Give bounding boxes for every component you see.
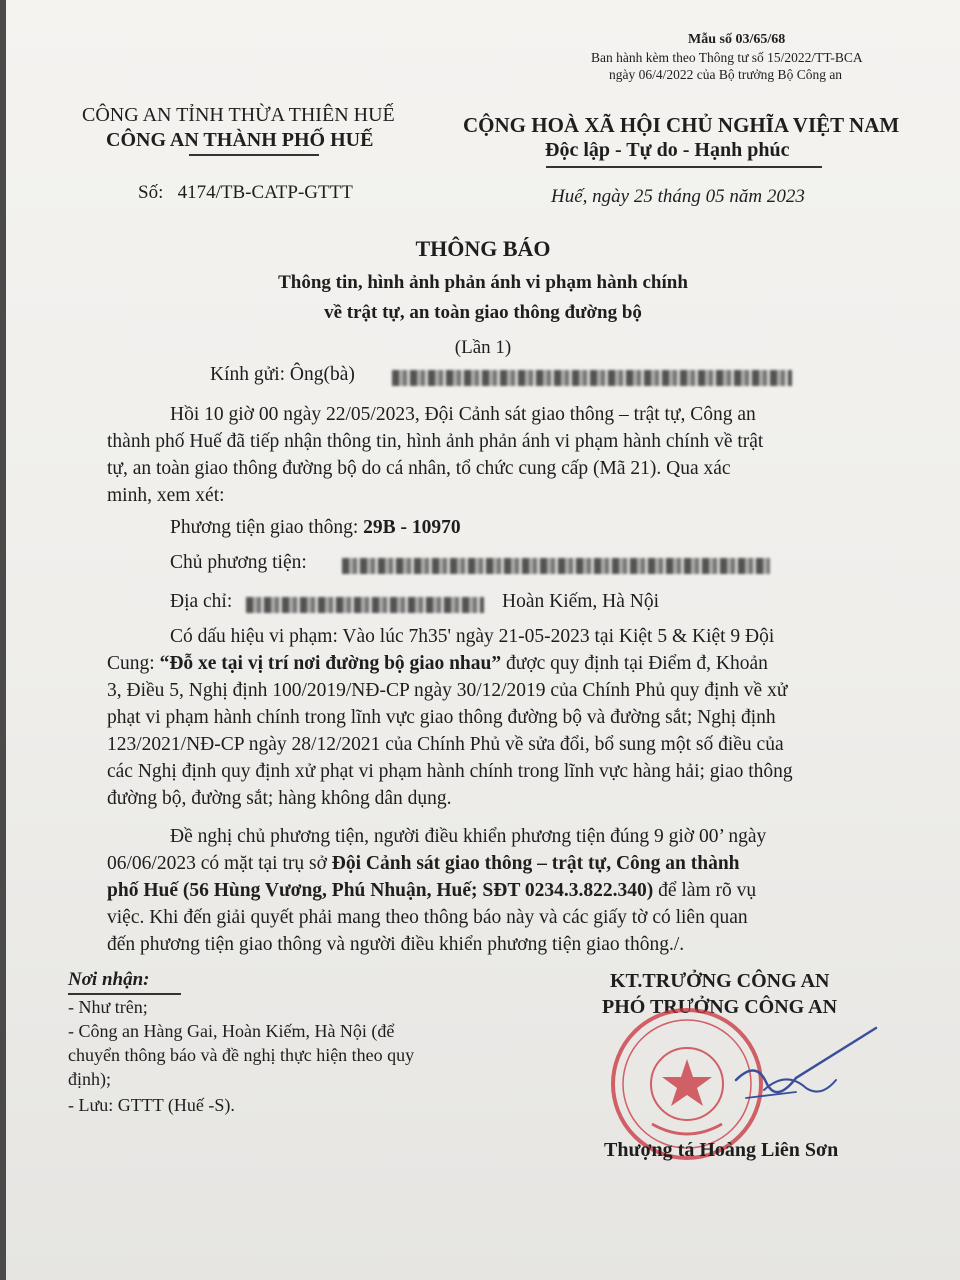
- national-motto: Độc lập - Tự do - Hạnh phúc: [545, 139, 790, 161]
- agency-parent: CÔNG AN TỈNH THỪA THIÊN HUẾ: [82, 104, 395, 126]
- address-visible: Hoàn Kiếm, Hà Nội: [502, 591, 660, 612]
- agency-underline: [189, 154, 319, 156]
- violation-line: đường bộ, đường sắt; hàng không dân dụng.: [107, 788, 452, 809]
- intro-line: Hồi 10 giờ 00 ngày 22/05/2023, Đội Cảnh sát giao thông – trật tự, Công an: [170, 404, 756, 425]
- signer-name: Thượng tá Hoàng Liên Sơn: [604, 1139, 839, 1161]
- redacted-owner: [342, 558, 770, 574]
- vehicle-label: Phương tiện giao thông:: [170, 517, 359, 538]
- request-line: Đề nghị chủ phương tiện, người điều khiển phương tiện đúng 9 giờ 00’ ngày: [170, 826, 767, 847]
- intro-line: thành phố Huế đã tiếp nhận thông tin, hình ảnh phản ánh vi phạm hành chính về trật: [107, 431, 764, 452]
- form-note: ngày 06/4/2022 của Bộ trưởng Bộ Công an: [609, 67, 843, 82]
- document-subtitle: về trật tự, an toàn giao thông đường bộ: [324, 302, 642, 323]
- request-text: để làm rõ vụ: [653, 880, 757, 901]
- handwritten-signature-icon: [726, 1020, 886, 1110]
- document-page: [6, 0, 960, 1280]
- form-code: Mẫu số 03/65/68: [688, 32, 786, 47]
- signer-position: PHÓ TRƯỞNG CÔNG AN: [602, 996, 838, 1018]
- violation-lead: Cung:: [107, 653, 160, 674]
- greeting: Kính gửi: Ông(bà): [210, 364, 355, 385]
- document-number: [138, 182, 353, 204]
- recipient-item: - Công an Hàng Gai, Hoàn Kiếm, Hà Nội (để: [68, 1021, 395, 1041]
- national-title: CỘNG HOÀ XÃ HỘI CHỦ NGHĨA VIỆT NAM: [463, 113, 900, 137]
- motto-underline: [546, 166, 822, 168]
- recipient-item: - Lưu: GTTT (Huế -S).: [68, 1095, 235, 1115]
- violation-line: các Nghị định quy định xử phạt vi phạm hành chính trong lĩnh vực hàng hải; giao thông: [107, 761, 793, 782]
- document-number-value: 4174/TB-CATP-GTTT: [177, 182, 353, 203]
- violation-line: 3, Điều 5, Nghị định 100/2019/NĐ-CP ngày 30/12/2019 của Chính Phủ quy định về xử: [107, 680, 788, 701]
- violation-line: phạt vi phạm hành chính trong lĩnh vực giao thông đường bộ và đường sắt; Nghị định: [107, 707, 776, 728]
- redacted-name: [392, 370, 792, 386]
- recipient-item: - Như trên;: [68, 997, 148, 1017]
- request-office-address: phố Huế (56 Hùng Vương, Phú Nhuận, Huế; SĐT 0234.3.822.340): [107, 880, 654, 901]
- intro-line: minh, xem xét:: [107, 485, 225, 506]
- signer-title: KT.TRƯỞNG CÔNG AN: [610, 970, 830, 992]
- recipients-underline: [68, 993, 181, 995]
- document-number-label: Số:: [138, 182, 164, 203]
- notice-count: (Lần 1): [454, 337, 512, 358]
- violation-line: [107, 653, 768, 675]
- form-note: Ban hành kèm theo Thông tư số 15/2022/TT-BCA: [591, 50, 863, 65]
- address-label: Địa chỉ:: [170, 591, 233, 612]
- agency-name: CÔNG AN THÀNH PHỐ HUẾ: [106, 129, 374, 151]
- vehicle-info: [170, 517, 461, 539]
- vehicle-plate: 29B - 10970: [363, 517, 461, 538]
- redacted-address: [246, 597, 484, 613]
- recipient-item: định);: [68, 1069, 111, 1089]
- document-title: THÔNG BÁO: [415, 236, 551, 261]
- request-line: [107, 853, 740, 875]
- intro-line: tự, an toàn giao thông đường bộ do cá nhân, tổ chức cung cấp (Mã 21). Qua xác: [107, 458, 731, 479]
- violation-description: “Đỗ xe tại vị trí nơi đường bộ giao nhau”: [159, 653, 502, 674]
- recipient-item: chuyển thông báo và đề nghị thực hiện theo quy: [68, 1045, 415, 1065]
- document-subtitle: Thông tin, hình ảnh phản ánh vi phạm hành chính: [278, 272, 688, 293]
- request-line: [107, 880, 756, 902]
- owner-label: Chủ phương tiện:: [170, 552, 307, 573]
- recipients-title: Nơi nhận:: [68, 969, 150, 990]
- violation-line: 123/2021/NĐ-CP ngày 28/12/2021 của Chính Phủ về sửa đổi, bổ sung một số điều của: [107, 734, 784, 755]
- violation-clause: được quy định tại Điểm đ, Khoản: [501, 653, 768, 674]
- violation-line: Có dấu hiệu vi phạm: Vào lúc 7h35' ngày 21-05-2023 tại Kiệt 5 & Kiệt 9 Đội: [170, 626, 775, 647]
- place-date: Huế, ngày 25 tháng 05 năm 2023: [551, 186, 805, 207]
- request-line: việc. Khi đến giải quyết phải mang theo thông báo này và các giấy tờ có liên quan: [107, 907, 748, 928]
- request-text: 06/06/2023 có mặt tại trụ sở: [107, 853, 332, 874]
- request-line: đến phương tiện giao thông và người điều khiển phương tiện giao thông./.: [107, 934, 685, 955]
- request-office: Đội Cảnh sát giao thông – trật tự, Công an thành: [331, 853, 740, 874]
